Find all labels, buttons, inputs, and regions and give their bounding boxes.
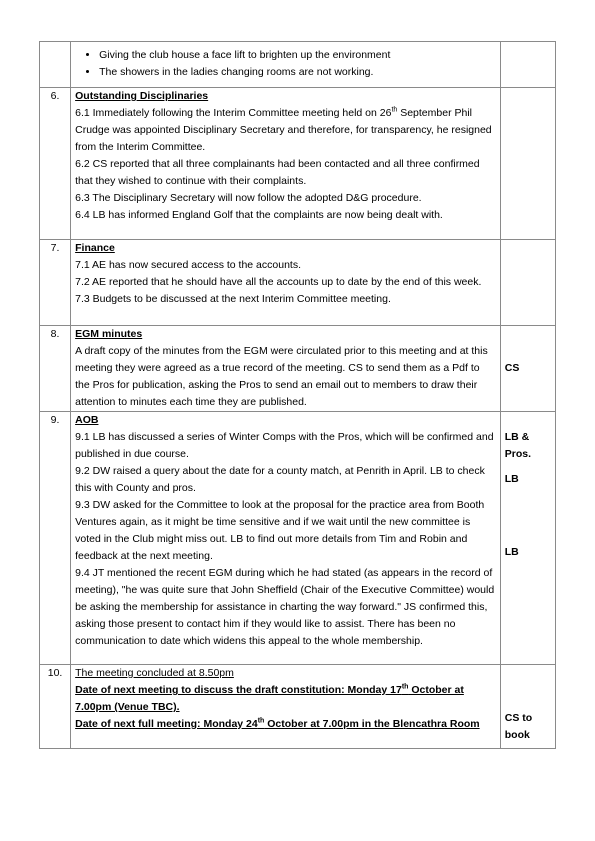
item-body xyxy=(71,42,501,88)
table-row xyxy=(40,42,556,88)
item-body xyxy=(71,326,501,412)
action-cell xyxy=(500,240,555,326)
bullet-list xyxy=(75,47,496,81)
action-owner: CS xyxy=(504,362,520,374)
action-owner: LB xyxy=(504,546,519,558)
minutes-table xyxy=(39,41,556,749)
paragraph: 7.1 AE has now secured access to the accounts. xyxy=(75,259,301,271)
action-owner: LB & Pros. xyxy=(504,431,532,460)
item-number: 7. xyxy=(40,240,71,326)
paragraph: 9.4 JT mentioned the recent EGM during which he had stated (as appears in the record of meeting), "he was quite sure that John Sheffield (Chair of the Executive Committee) would be asking the membership for assistance in charting the way forward." JS confirmed this, asking those present to contact him if they would like to assist. There has been no communication to date which widens this appeal to the whole membership. xyxy=(75,567,495,647)
table-row xyxy=(40,326,556,412)
table-row xyxy=(40,240,556,326)
section-heading: Finance xyxy=(75,242,115,254)
item-number: 10. xyxy=(40,665,71,749)
paragraph: 9.1 LB has discussed a series of Winter Comps with the Pros, which will be confirmed and published in due course. xyxy=(75,431,494,460)
paragraph: 6.3 The Disciplinary Secretary will now follow the adopted D&G procedure. xyxy=(75,192,422,204)
item-body xyxy=(71,412,501,665)
item-body xyxy=(71,88,501,240)
section-heading: EGM minutes xyxy=(75,328,143,340)
list-item: • Giving the club house a face lift to brighten up the environment xyxy=(99,47,496,64)
section-heading: AOB xyxy=(75,414,99,426)
action-owner: CS to book xyxy=(504,712,533,741)
item-number: 8. xyxy=(40,326,71,412)
paragraph: 9.2 DW raised a query about the date for a county match, at Penrith in April. LB to check this with County and pros. xyxy=(75,465,485,494)
next-meeting-constitution: Date of next meeting to discuss the draft constitution: Monday 17th October at 7.00pm (Venue TBC). xyxy=(75,683,464,713)
item-body xyxy=(71,665,501,749)
action-cell xyxy=(500,412,555,665)
paragraph: 7.3 Budgets to be discussed at the next Interim Committee meeting. xyxy=(75,293,391,305)
item-number xyxy=(40,42,71,88)
table-row xyxy=(40,412,556,665)
paragraph: 6.1 Immediately following the Interim Committee meeting held on 26th September Phil Crudge was appointed Disciplinary Secretary and therefore, for transparency, he resigned from the Interim Committee. xyxy=(75,106,492,153)
next-full-meeting: Date of next full meeting: Monday 24th October at 7.00pm in the Blencathra Room xyxy=(75,717,480,730)
action-owner: LB xyxy=(504,473,519,485)
item-number: 9. xyxy=(40,412,71,665)
action-cell xyxy=(500,88,555,240)
list-item: • The showers in the ladies changing rooms are not working. xyxy=(99,64,496,81)
meeting-concluded: The meeting concluded at 8.50pm xyxy=(75,667,234,679)
paragraph: 9.3 DW asked for the Committee to look at the proposal for the practice area from Booth Ventures again, as it might be time sensitive and if we wait until the new committee is voted in the Club might miss out. LB to find out more details from Tim and Robin and feedback at the next meeting. xyxy=(75,499,485,562)
paragraph: A draft copy of the minutes from the EGM were circulated prior to this meeting and at this meeting they were agreed as a true record of the meeting. CS to send them as a Pdf to the Pros for publication, asking the Pros to send an email out to members to draw their attention to minutes each time they are published. xyxy=(75,345,488,408)
action-cell xyxy=(500,326,555,412)
paragraph: 7.2 AE reported that he should have all the accounts up to date by the end of this week. xyxy=(75,276,482,288)
action-cell xyxy=(500,665,555,749)
action-cell xyxy=(500,42,555,88)
table-row xyxy=(40,665,556,749)
paragraph: 6.2 CS reported that all three complainants had been contacted and all three confirmed that they wished to continue with their complaints. xyxy=(75,158,480,187)
paragraph: 6.4 LB has informed England Golf that the complaints are now being dealt with. xyxy=(75,209,443,221)
section-heading: Outstanding Disciplinaries xyxy=(75,90,209,102)
item-number: 6. xyxy=(40,88,71,240)
item-body xyxy=(71,240,501,326)
table-row xyxy=(40,88,556,240)
